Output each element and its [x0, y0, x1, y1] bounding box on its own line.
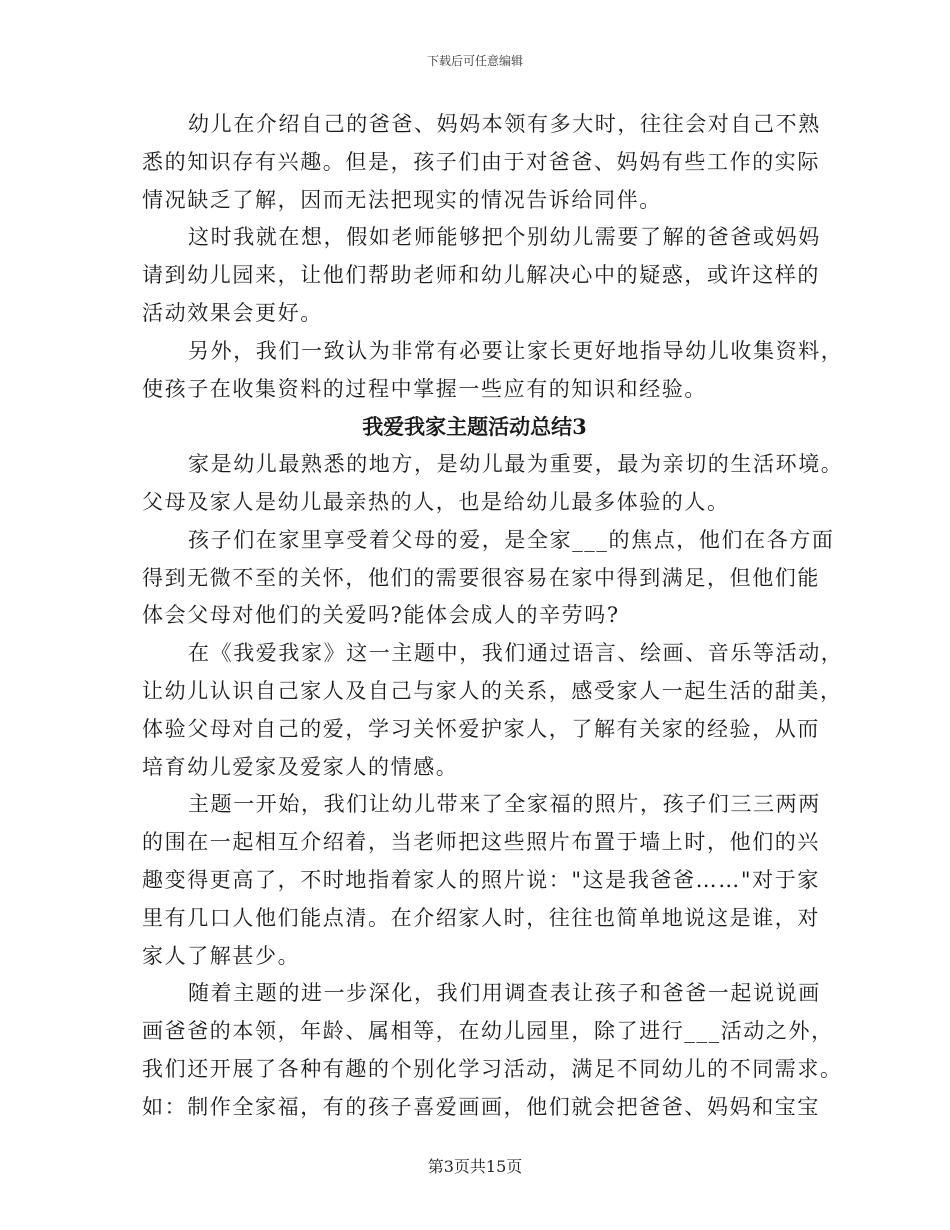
paragraph: [142, 446, 844, 522]
text-line: 趣变得更高了，不时地指着家人的照片说："这是我爸爸……"对于家: [142, 867, 820, 892]
text-line: 画爸爸的本领，年龄、属相等，在幼儿园里，除了进行___活动之外，: [142, 1019, 834, 1044]
section-title: 我爱我家主题活动总结3: [362, 414, 587, 440]
text-line: 家人了解甚少。: [142, 943, 301, 968]
text-line: 情况缺乏了解，因而无法把现实的情况告诉给同伴。: [142, 187, 662, 212]
paragraph: [142, 786, 821, 975]
text-line: 得到无微不至的关怀，他们的需要很容易在家中得到满足，但他们能: [142, 565, 820, 590]
text-line: 孩子们在家里享受着父母的爱，是全家___的焦点，他们在各方面: [188, 527, 835, 552]
text-line: 体验父母对自己的爱，学习关怀爱护家人，了解有关家的经验，从而: [142, 716, 820, 741]
text-line: 父母及家人是幼儿最亲热的人，也是给幼儿最多体验的人。: [142, 489, 730, 514]
paragraph: [142, 106, 821, 219]
text-line: 我们还开展了各种有趣的个别化学习活动，满足不同幼儿的不同需求。: [142, 1056, 843, 1081]
paragraph: [142, 219, 821, 332]
page-header: 下载后可任意编辑: [426, 54, 523, 68]
text-line: 在《我爱我家》这一主题中，我们通过语言、绘画、音乐等活动，: [188, 641, 844, 666]
paragraph: [142, 635, 844, 786]
document-body: [142, 106, 844, 1127]
text-line: 使孩子在收集资料的过程中掌握一些应有的知识和经验。: [142, 376, 707, 401]
text-line: 这时我就在想，假如老师能够把个别幼儿需要了解的爸爸或妈妈: [188, 225, 821, 250]
text-line: 幼儿在介绍自己的爸爸、妈妈本领有多大时，往往会对自己不熟: [188, 112, 821, 136]
text-line: 如：制作全家福，有的孩子喜爱画画，他们就会把爸爸、妈妈和宝宝: [142, 1094, 820, 1119]
text-line: 培育幼儿爱家及爱家人的情感。: [142, 754, 459, 779]
text-line: 主题一开始，我们让幼儿带来了全家福的照片，孩子们三三两两: [188, 792, 821, 817]
text-line: 让幼儿认识自己家人及自己与家人的关系，感受家人一起生活的甜美，: [142, 678, 843, 703]
page-footer: 第3页共15页: [427, 1157, 523, 1176]
text-line: 请到幼儿园来，让他们帮助老师和幼儿解决心中的疑惑，或许这样的: [142, 263, 820, 288]
paragraph: [142, 522, 835, 635]
text-line: 悉的知识存有兴趣。但是，孩子们由于对爸爸、妈妈有些工作的实际: [142, 149, 820, 174]
text-line: 家是幼儿最熟悉的地方，是幼儿最为重要，最为亲切的生活环境。: [188, 452, 844, 477]
paragraph: [142, 975, 843, 1126]
paragraph: [142, 333, 844, 409]
text-line: 另外，我们一致认为非常有必要让家长更好地指导幼儿收集资料，: [188, 338, 844, 363]
text-line: 的围在一起相互介绍着，当老师把这些照片布置于墙上时，他们的兴: [142, 830, 820, 855]
text-line: 体会父母对他们的关爱吗?能体会成人的辛劳吗?: [142, 603, 620, 628]
text-line: 活动效果会更好。: [142, 300, 323, 325]
text-line: 里有几口人他们能点清。在介绍家人时，往往也简单地说这是谁，对: [142, 905, 820, 930]
text-line: 随着主题的进一步深化，我们用调查表让孩子和爸爸一起说说画: [188, 981, 821, 1006]
